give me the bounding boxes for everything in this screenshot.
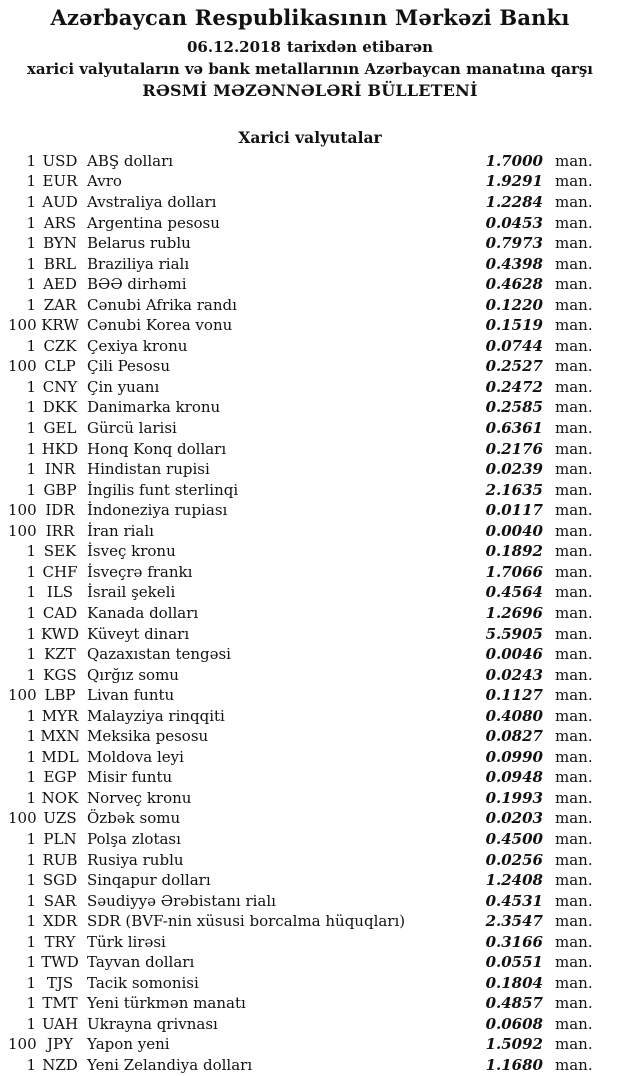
manat-unit-label: man. xyxy=(555,994,593,1013)
currency-quantity: 100 xyxy=(8,501,37,520)
currency-quantity: 1 xyxy=(26,829,36,848)
manat-unit-label: man. xyxy=(555,727,593,746)
manat-unit-label: man. xyxy=(555,1055,593,1074)
manat-unit-label: man. xyxy=(555,562,593,581)
manat-unit-label: man. xyxy=(555,357,593,376)
currency-name: Norveç kronu xyxy=(87,788,192,807)
currency-code: EGP xyxy=(43,768,77,787)
currency-quantity: 1 xyxy=(26,275,36,294)
currency-name: Səudiyyə Ərəbistanı rialı xyxy=(87,891,276,910)
currency-code: SEK xyxy=(43,542,77,561)
currency-name: Cənubi Korea vonu xyxy=(87,316,233,335)
table-row xyxy=(0,439,620,460)
currency-code: CHF xyxy=(42,562,78,581)
currency-quantity: 1 xyxy=(26,871,36,890)
currency-name: Çin yuanı xyxy=(87,377,160,396)
currency-name: Yeni Zelandiya dolları xyxy=(87,1055,253,1074)
currency-rate: 0.0827 xyxy=(485,727,543,746)
currency-quantity: 1 xyxy=(26,234,36,253)
currency-rate: 0.4564 xyxy=(485,583,543,602)
currency-quantity: 1 xyxy=(26,603,36,622)
currency-name: İran rialı xyxy=(87,521,154,540)
currency-code: INR xyxy=(44,460,76,479)
currency-rate: 0.0948 xyxy=(485,768,543,787)
currency-rate: 0.0608 xyxy=(485,1014,543,1033)
currency-name: İsrail şekeli xyxy=(87,583,176,602)
manat-unit-label: man. xyxy=(555,603,593,622)
currency-code: NOK xyxy=(41,788,79,807)
table-row xyxy=(0,932,620,953)
currency-rate: 0.0243 xyxy=(485,665,543,684)
table-row xyxy=(0,665,620,686)
currency-name: Çili Pesosu xyxy=(87,357,171,376)
currency-rate: 1.2408 xyxy=(485,871,543,890)
currency-code: RUB xyxy=(42,850,78,869)
currency-quantity: 1 xyxy=(26,151,36,170)
table-row xyxy=(0,315,620,336)
currency-quantity: 1 xyxy=(26,377,36,396)
currency-quantity: 1 xyxy=(26,172,36,191)
table-row xyxy=(0,685,620,706)
table-row xyxy=(0,459,620,480)
table-row xyxy=(0,500,620,521)
currency-rate: 0.7973 xyxy=(485,234,543,253)
table-row xyxy=(0,377,620,398)
currency-name: Tayvan dolları xyxy=(87,953,195,972)
table-row xyxy=(0,1034,620,1055)
currency-name: Gürcü larisi xyxy=(87,419,177,438)
currency-rate: 0.1993 xyxy=(485,788,543,807)
currency-code: AED xyxy=(43,275,77,294)
currency-name: ABŞ dolları xyxy=(87,151,174,170)
currency-rate: 1.1680 xyxy=(485,1055,543,1074)
currency-name: Misir funtu xyxy=(87,768,173,787)
currency-rate: 0.0744 xyxy=(485,336,543,355)
currency-rate: 0.2527 xyxy=(485,357,543,376)
manat-unit-label: man. xyxy=(555,336,593,355)
currency-rate: 0.4398 xyxy=(485,254,543,273)
currency-rate: 0.4857 xyxy=(485,994,543,1013)
document-header xyxy=(0,6,620,100)
manat-unit-label: man. xyxy=(555,439,593,458)
manat-unit-label: man. xyxy=(555,172,593,191)
currency-quantity: 1 xyxy=(26,583,36,602)
currency-quantity: 1 xyxy=(26,295,36,314)
manat-unit-label: man. xyxy=(555,706,593,725)
table-row xyxy=(0,726,620,747)
currency-code: MYR xyxy=(41,706,79,725)
currency-name: Avro xyxy=(87,172,122,191)
currency-rate: 0.3166 xyxy=(485,932,543,951)
currency-code: KZT xyxy=(44,645,76,664)
currency-name: Belarus rublu xyxy=(87,234,191,253)
currency-code: NZD xyxy=(42,1055,78,1074)
currency-quantity: 1 xyxy=(26,994,36,1013)
currency-name: Özbək somu xyxy=(87,809,181,828)
currency-name: Moldova leyi xyxy=(87,747,184,766)
currency-code: USD xyxy=(42,151,78,170)
table-row xyxy=(0,541,620,562)
currency-code: LBP xyxy=(44,686,76,705)
table-row xyxy=(0,788,620,809)
currency-code: CAD xyxy=(42,603,78,622)
manat-unit-label: man. xyxy=(555,768,593,787)
currency-name: İndoneziya rupiası xyxy=(87,501,228,520)
currency-rates-table xyxy=(0,151,620,1076)
currency-code: CNY xyxy=(42,377,78,396)
table-row xyxy=(0,295,620,316)
manat-unit-label: man. xyxy=(555,809,593,828)
currency-name: BƏƏ dirhəmi xyxy=(87,275,187,294)
currency-quantity: 1 xyxy=(26,460,36,479)
manat-unit-label: man. xyxy=(555,788,593,807)
currency-rate: 2.1635 xyxy=(485,480,543,499)
currency-rate: 0.0453 xyxy=(485,213,543,232)
currency-quantity: 1 xyxy=(26,850,36,869)
manat-unit-label: man. xyxy=(555,1014,593,1033)
manat-unit-label: man. xyxy=(555,275,593,294)
currency-rate: 5.5905 xyxy=(485,624,543,643)
table-row xyxy=(0,808,620,829)
currency-quantity: 100 xyxy=(8,521,37,540)
currency-code: IRR xyxy=(45,521,75,540)
manat-unit-label: man. xyxy=(555,398,593,417)
table-row xyxy=(0,274,620,295)
currency-code: MXN xyxy=(40,727,80,746)
currency-rate: 0.0046 xyxy=(485,645,543,664)
table-row xyxy=(0,151,620,172)
currency-name: Cənubi Afrika randı xyxy=(87,295,237,314)
currency-code: TJS xyxy=(46,973,74,992)
currency-quantity: 100 xyxy=(8,357,37,376)
currency-quantity: 1 xyxy=(26,624,36,643)
currency-quantity: 1 xyxy=(26,439,36,458)
table-row xyxy=(0,254,620,275)
currency-rate: 1.7066 xyxy=(485,562,543,581)
manat-unit-label: man. xyxy=(555,850,593,869)
table-row xyxy=(0,336,620,357)
table-row xyxy=(0,418,620,439)
currency-code: UZS xyxy=(43,809,77,828)
table-row xyxy=(0,562,620,583)
table-row xyxy=(0,850,620,871)
table-row xyxy=(0,973,620,994)
effective-date-suffix: tarixdən etibarən xyxy=(286,38,434,57)
manat-unit-label: man. xyxy=(555,460,593,479)
currency-rate: 0.0117 xyxy=(485,501,543,520)
currency-code: GBP xyxy=(43,480,77,499)
currency-quantity: 100 xyxy=(8,1035,37,1054)
currency-code: HKD xyxy=(41,439,79,458)
currency-rate: 0.1220 xyxy=(485,295,543,314)
currency-quantity: 1 xyxy=(26,953,36,972)
currency-quantity: 1 xyxy=(26,747,36,766)
table-row xyxy=(0,397,620,418)
section-title-foreign-currencies: Xarici valyutalar xyxy=(238,128,382,148)
currency-quantity: 1 xyxy=(26,1055,36,1074)
manat-unit-label: man. xyxy=(555,521,593,540)
currency-code: JPY xyxy=(46,1035,73,1054)
currency-code: KGS xyxy=(43,665,77,684)
currency-quantity: 1 xyxy=(26,665,36,684)
currency-rate: 0.2176 xyxy=(485,439,543,458)
currency-name: Malayziya rinqqiti xyxy=(87,706,225,725)
currency-rate: 0.4080 xyxy=(485,706,543,725)
table-row xyxy=(0,213,620,234)
manat-unit-label: man. xyxy=(555,151,593,170)
currency-quantity: 100 xyxy=(8,809,37,828)
currency-quantity: 1 xyxy=(26,398,36,417)
currency-name: Yapon yeni xyxy=(87,1035,170,1054)
bank-title: Azərbaycan Respublikasının Mərkəzi Bankı xyxy=(50,5,570,30)
currency-name: Danimarka kronu xyxy=(87,398,221,417)
currency-quantity: 1 xyxy=(26,768,36,787)
manat-unit-label: man. xyxy=(555,912,593,931)
table-row xyxy=(0,603,620,624)
currency-rate: 0.4500 xyxy=(485,829,543,848)
currency-quantity: 1 xyxy=(26,645,36,664)
table-row xyxy=(0,644,620,665)
currency-name: Polşa zlotası xyxy=(87,829,181,848)
manat-unit-label: man. xyxy=(555,747,593,766)
table-row xyxy=(0,829,620,850)
table-row xyxy=(0,747,620,768)
currency-quantity: 1 xyxy=(26,480,36,499)
currency-rate: 0.1804 xyxy=(485,973,543,992)
currency-quantity: 1 xyxy=(26,706,36,725)
currency-name: Qazaxıstan tengəsi xyxy=(87,645,231,664)
currency-name: Braziliya rialı xyxy=(87,254,190,273)
table-row xyxy=(0,582,620,603)
currency-code: EUR xyxy=(42,172,78,191)
currency-rate: 0.0551 xyxy=(485,953,543,972)
effective-date-line xyxy=(0,38,620,56)
currency-name: Küveyt dinarı xyxy=(87,624,190,643)
currency-rate: 1.9291 xyxy=(485,172,543,191)
currency-code: XDR xyxy=(43,912,77,931)
currency-code: MDL xyxy=(41,747,79,766)
manat-unit-label: man. xyxy=(555,891,593,910)
table-row xyxy=(0,171,620,192)
currency-code: PLN xyxy=(43,829,77,848)
table-row xyxy=(0,521,620,542)
manat-unit-label: man. xyxy=(555,234,593,253)
currency-rate: 0.4531 xyxy=(485,891,543,910)
manat-unit-label: man. xyxy=(555,1035,593,1054)
table-row xyxy=(0,233,620,254)
document-subtitle: xarici valyutaların və bank metallarının Azərbaycan manatına qarşı xyxy=(26,60,594,79)
currency-rate: 0.0990 xyxy=(485,747,543,766)
currency-quantity: 1 xyxy=(26,213,36,232)
currency-code: SGD xyxy=(42,871,78,890)
currency-quantity: 1 xyxy=(26,973,36,992)
table-row xyxy=(0,480,620,501)
manat-unit-label: man. xyxy=(555,953,593,972)
manat-unit-label: man. xyxy=(555,193,593,212)
currency-code: ILS xyxy=(46,583,74,602)
currency-quantity: 1 xyxy=(26,562,36,581)
manat-unit-label: man. xyxy=(555,316,593,335)
currency-name: Kanada dolları xyxy=(87,603,199,622)
currency-code: AUD xyxy=(42,193,78,212)
currency-name: Livan funtu xyxy=(87,686,175,705)
currency-name: İsveç kronu xyxy=(87,542,176,561)
currency-code: UAH xyxy=(41,1014,79,1033)
manat-unit-label: man. xyxy=(555,645,593,664)
currency-quantity: 1 xyxy=(26,912,36,931)
currency-code: KWD xyxy=(40,624,80,643)
currency-rate: 1.2284 xyxy=(485,193,543,212)
currency-name: Yeni türkmən manatı xyxy=(87,994,246,1013)
currency-quantity: 1 xyxy=(26,891,36,910)
currency-rate: 2.3547 xyxy=(485,912,543,931)
currency-name: Hindistan rupisi xyxy=(87,460,210,479)
currency-quantity: 1 xyxy=(26,727,36,746)
manat-unit-label: man. xyxy=(555,213,593,232)
manat-unit-label: man. xyxy=(555,295,593,314)
manat-unit-label: man. xyxy=(555,419,593,438)
currency-quantity: 1 xyxy=(26,932,36,951)
currency-code: KRW xyxy=(41,316,79,335)
manat-unit-label: man. xyxy=(555,254,593,273)
currency-quantity: 1 xyxy=(26,1014,36,1033)
currency-rate: 0.1519 xyxy=(485,316,543,335)
currency-name: Argentina pesosu xyxy=(87,213,220,232)
manat-unit-label: man. xyxy=(555,501,593,520)
currency-name: Türk lirəsi xyxy=(87,932,166,951)
currency-quantity: 1 xyxy=(26,193,36,212)
currency-rate: 0.2585 xyxy=(485,398,543,417)
currency-name: Ukrayna qrivnası xyxy=(87,1014,218,1033)
currency-rate: 0.4628 xyxy=(485,275,543,294)
manat-unit-label: man. xyxy=(555,686,593,705)
currency-rate: 0.0040 xyxy=(485,521,543,540)
manat-unit-label: man. xyxy=(555,624,593,643)
manat-unit-label: man. xyxy=(555,583,593,602)
table-row xyxy=(0,891,620,912)
currency-code: TMT xyxy=(42,994,78,1013)
currency-name: Çexiya kronu xyxy=(87,336,188,355)
table-row xyxy=(0,624,620,645)
currency-code: ARS xyxy=(43,213,77,232)
manat-unit-label: man. xyxy=(555,665,593,684)
currency-rate: 0.0203 xyxy=(485,809,543,828)
currency-rate: 0.0239 xyxy=(485,460,543,479)
currency-quantity: 1 xyxy=(26,254,36,273)
currency-code: IDR xyxy=(45,501,75,520)
currency-rate: 0.0256 xyxy=(485,850,543,869)
currency-code: BYN xyxy=(43,234,77,253)
currency-quantity: 1 xyxy=(26,336,36,355)
manat-unit-label: man. xyxy=(555,871,593,890)
currency-rate: 1.2696 xyxy=(485,603,543,622)
effective-date: 06.12.2018 xyxy=(186,38,281,57)
currency-code: BRL xyxy=(43,254,77,273)
currency-rate: 0.1127 xyxy=(485,686,543,705)
currency-code: TWD xyxy=(41,953,79,972)
currency-rate: 0.6361 xyxy=(485,419,543,438)
currency-name: SDR (BVF-nin xüsusi borcalma hüquqları) xyxy=(87,912,406,931)
currency-code: ZAR xyxy=(43,295,77,314)
table-row xyxy=(0,952,620,973)
table-row xyxy=(0,870,620,891)
currency-quantity: 100 xyxy=(8,686,37,705)
manat-unit-label: man. xyxy=(555,542,593,561)
currency-rate: 1.7000 xyxy=(485,151,543,170)
currency-rate: 1.5092 xyxy=(485,1035,543,1054)
table-row xyxy=(0,1055,620,1076)
currency-name: İngilis funt sterlinqi xyxy=(87,480,239,499)
currency-name: Sinqapur dolları xyxy=(87,871,211,890)
manat-unit-label: man. xyxy=(555,829,593,848)
manat-unit-label: man. xyxy=(555,480,593,499)
currency-quantity: 1 xyxy=(26,542,36,561)
currency-code: DKK xyxy=(42,398,78,417)
currency-name: İsveçrə frankı xyxy=(87,562,193,581)
table-row xyxy=(0,706,620,727)
manat-unit-label: man. xyxy=(555,377,593,396)
table-row xyxy=(0,1014,620,1035)
currency-quantity: 1 xyxy=(26,419,36,438)
currency-name: Meksika pesosu xyxy=(87,727,209,746)
currency-name: Rusiya rublu xyxy=(87,850,184,869)
currency-name: Honq Konq dolları xyxy=(87,439,227,458)
currency-code: CLP xyxy=(44,357,76,376)
table-row xyxy=(0,192,620,213)
currency-rate: 0.1892 xyxy=(485,542,543,561)
currency-code: SAR xyxy=(43,891,77,910)
table-row xyxy=(0,911,620,932)
currency-quantity: 1 xyxy=(26,788,36,807)
currency-name: Tacik somonisi xyxy=(87,973,199,992)
currency-quantity: 100 xyxy=(8,316,37,335)
manat-unit-label: man. xyxy=(555,932,593,951)
currency-code: GEL xyxy=(43,419,77,438)
bulletin-title: RƏSMİ MƏZƏNNƏLƏRİ BÜLLETENİ xyxy=(142,81,478,101)
currency-name: Avstraliya dolları xyxy=(87,193,217,212)
currency-rate: 0.2472 xyxy=(485,377,543,396)
currency-code: TRY xyxy=(44,932,76,951)
currency-name: Qırğız somu xyxy=(87,665,179,684)
table-row xyxy=(0,356,620,377)
currency-code: CZK xyxy=(43,336,77,355)
manat-unit-label: man. xyxy=(555,973,593,992)
table-row xyxy=(0,767,620,788)
table-row xyxy=(0,993,620,1014)
